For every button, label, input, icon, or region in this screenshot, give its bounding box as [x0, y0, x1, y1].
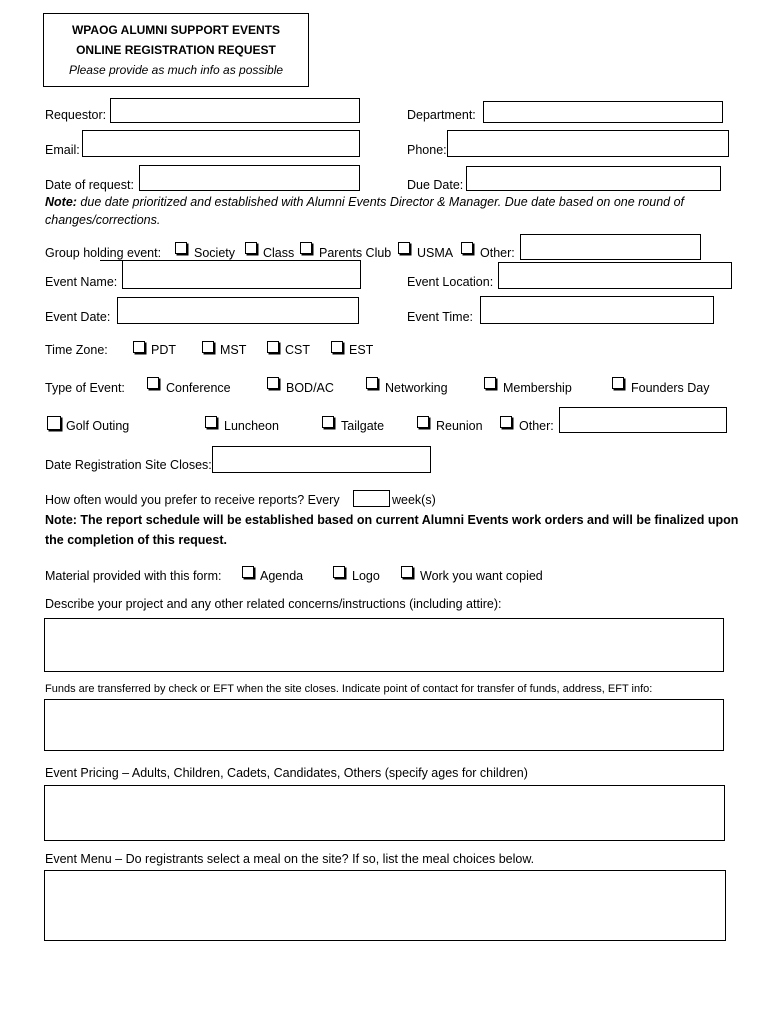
- event-other-checkbox[interactable]: [500, 416, 512, 428]
- due-note-line2: changes/corrections.: [45, 213, 161, 227]
- form-header: [43, 13, 309, 87]
- conference-checkbox[interactable]: [147, 377, 159, 389]
- luncheon-label: Luncheon: [224, 419, 279, 433]
- agenda-checkbox[interactable]: [242, 566, 254, 578]
- event-other-label: Other:: [519, 419, 554, 433]
- membership-label: Membership: [503, 381, 572, 395]
- agenda-label: Agenda: [260, 569, 304, 583]
- class-checkbox[interactable]: [245, 242, 257, 254]
- event-other-input[interactable]: [559, 407, 727, 433]
- funds-textarea[interactable]: [44, 699, 724, 751]
- pdt-checkbox[interactable]: [133, 341, 145, 353]
- mst-label: MST: [220, 343, 247, 357]
- form-title-line2: ONLINE REGISTRATION REQUEST: [76, 43, 276, 57]
- networking-checkbox[interactable]: [366, 377, 378, 389]
- est-label: EST: [349, 343, 374, 357]
- event-name-label: Event Name:: [45, 275, 118, 289]
- event-type-label: Type of Event:: [45, 381, 125, 395]
- logo-label: Logo: [352, 569, 380, 583]
- tailgate-label: Tailgate: [341, 419, 385, 433]
- phone-input[interactable]: [447, 130, 729, 157]
- usma-checkbox[interactable]: [398, 242, 410, 254]
- department-label: Department:: [407, 108, 476, 122]
- event-name-input[interactable]: [122, 260, 361, 289]
- time-zone-label: Time Zone:: [45, 343, 108, 357]
- reports-question: How often would you prefer to receive reports? Every: [45, 493, 340, 507]
- bod-ac-checkbox[interactable]: [267, 377, 279, 389]
- group-other-label: Other:: [480, 246, 515, 260]
- form-subtitle: Please provide as much info as possible: [68, 63, 284, 77]
- reg-closes-label: Date Registration Site Closes:: [45, 458, 212, 472]
- group-holding-label: Group holding event:: [45, 246, 162, 260]
- due-note-line1: due date prioritized and established with Alumni Events Director & Manager. Due date based on one round of: [76, 195, 685, 209]
- email-input[interactable]: [82, 130, 360, 157]
- parents-club-checkbox[interactable]: [300, 242, 312, 254]
- event-time-label: Event Time:: [407, 310, 473, 324]
- due-note-label: Note:: [45, 195, 77, 209]
- pricing-textarea[interactable]: [44, 785, 725, 841]
- menu-textarea[interactable]: [44, 870, 726, 941]
- phone-label: Phone:: [407, 143, 447, 157]
- networking-label: Networking: [385, 381, 448, 395]
- due-date-note: [45, 193, 684, 229]
- reports-note-line2: the completion of this request.: [45, 533, 227, 547]
- work-copied-checkbox[interactable]: [401, 566, 413, 578]
- group-other-checkbox[interactable]: [461, 242, 473, 254]
- bod-ac-label: BOD/AC: [286, 381, 334, 395]
- describe-label: Describe your project and any other related concerns/instructions (including attire):: [45, 597, 502, 611]
- founders-day-label: Founders Day: [631, 381, 710, 395]
- society-label: Society: [194, 246, 235, 260]
- department-input[interactable]: [483, 101, 723, 123]
- reunion-label: Reunion: [436, 419, 483, 433]
- society-checkbox[interactable]: [175, 242, 187, 254]
- membership-checkbox[interactable]: [484, 377, 496, 389]
- cst-checkbox[interactable]: [267, 341, 279, 353]
- reports-unit: week(s): [392, 493, 436, 507]
- requestor-input[interactable]: [110, 98, 360, 123]
- logo-checkbox[interactable]: [333, 566, 345, 578]
- work-copied-label: Work you want copied: [420, 569, 543, 583]
- est-checkbox[interactable]: [331, 341, 343, 353]
- reports-note-line1: Note: The report schedule will be established based on current Alumni Events work orders and will be finalized upon: [45, 513, 739, 527]
- menu-label: Event Menu – Do registrants select a meal on the site? If so, list the meal choices below.: [45, 852, 535, 866]
- group-other-input[interactable]: [520, 234, 701, 260]
- usma-label: USMA: [417, 246, 454, 260]
- event-date-label: Event Date:: [45, 310, 111, 324]
- cst-label: CST: [285, 343, 310, 357]
- funds-label: Funds are transferred by check or EFT when the site closes. Indicate point of contact for transfer of funds, address, EFT info:: [45, 683, 653, 695]
- describe-textarea[interactable]: [44, 618, 724, 672]
- email-label: Email:: [45, 143, 80, 157]
- event-location-input[interactable]: [498, 262, 732, 289]
- event-location-label: Event Location:: [407, 275, 494, 289]
- conference-label: Conference: [166, 381, 231, 395]
- report-weeks-input[interactable]: [353, 490, 390, 507]
- class-label: Class: [263, 246, 295, 260]
- luncheon-checkbox[interactable]: [205, 416, 217, 428]
- event-date-input[interactable]: [117, 297, 359, 324]
- date-of-request-label: Date of request:: [45, 178, 134, 192]
- due-date-label: Due Date:: [407, 178, 464, 192]
- parents-club-label: Parents Club: [319, 246, 392, 260]
- golf-outing-checkbox[interactable]: [47, 416, 61, 430]
- pricing-label: Event Pricing – Adults, Children, Cadets, Candidates, Others (specify ages for children): [45, 766, 528, 780]
- materials-label: Material provided with this form:: [45, 569, 222, 583]
- pdt-label: PDT: [151, 343, 176, 357]
- date-of-request-input[interactable]: [139, 165, 360, 191]
- tailgate-checkbox[interactable]: [322, 416, 334, 428]
- requestor-label: Requestor:: [45, 108, 107, 122]
- reports-note: [45, 510, 738, 550]
- event-time-input[interactable]: [480, 296, 714, 324]
- golf-outing-label: Golf Outing: [66, 419, 130, 433]
- founders-day-checkbox[interactable]: [612, 377, 624, 389]
- reg-closes-input[interactable]: [212, 446, 431, 473]
- mst-checkbox[interactable]: [202, 341, 214, 353]
- due-date-input[interactable]: [466, 166, 721, 191]
- form-title-line1: WPAOG ALUMNI SUPPORT EVENTS: [71, 23, 280, 37]
- reunion-checkbox[interactable]: [417, 416, 429, 428]
